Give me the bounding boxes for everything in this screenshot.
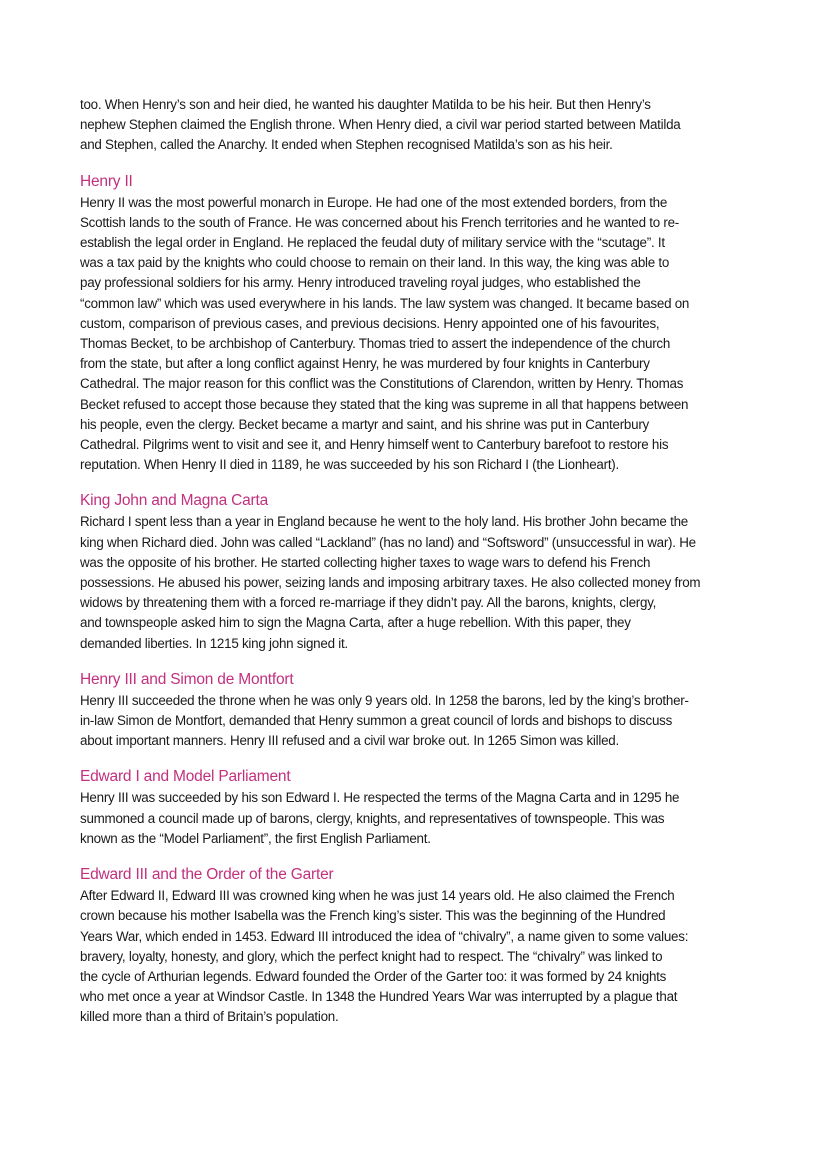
text-line: was a tax paid by the knights who could choose to remain on their land. In this way, the king was able to	[80, 255, 670, 271]
text-line: possessions. He abused his power, seizing lands and imposing arbitrary taxes. He also collected money from	[80, 575, 701, 591]
text-line: about important manners. Henry III refused and a civil war broke out. In 1265 Simon was killed.	[80, 733, 619, 749]
text-line: who met once a year at Windsor Castle. In 1348 the Hundred Years War was interrupted by a plague that	[80, 989, 678, 1005]
text-line: crown because his mother Isabella was the French king’s sister. This was the beginning of the Hundred	[80, 908, 666, 924]
section-paragraph	[80, 95, 760, 156]
text-line: widows by threatening them with a forced re-marriage if they didn’t pay. All the barons, knights, clergy,	[80, 595, 657, 611]
text-line: nephew Stephen claimed the English throne. When Henry died, a civil war period started between Matilda	[80, 117, 681, 133]
section-paragraph	[80, 788, 760, 849]
section-heading: Henry III and Simon de Montfort	[80, 670, 294, 688]
text-line: known as the “Model Parliament”, the first English Parliament.	[80, 830, 431, 846]
text-line: was the opposite of his brother. He started collecting higher taxes to wage wars to defend his French	[80, 554, 651, 570]
text-line: custom, comparison of previous cases, and previous decisions. Henry appointed one of his favourites,	[80, 315, 660, 331]
text-line: reputation. When Henry II died in 1189, he was succeeded by his son Richard I (the Lionheart).	[80, 457, 619, 473]
section-heading: King John and Magna Carta	[80, 492, 269, 510]
text-line: in-law Simon de Montfort, demanded that Henry summon a great council of lords and bishops to discuss	[80, 713, 673, 729]
section	[80, 767, 760, 849]
text-line: Henry II was the most powerful monarch in Europe. He had one of the most extended borders, from the	[80, 194, 668, 210]
text-line: too. When Henry’s son and heir died, he wanted his daughter Matilda to be his heir. But then Henry’s	[80, 97, 651, 112]
text-line: pay professional soldiers for his army. Henry introduced traveling royal judges, who established the	[80, 275, 641, 291]
section-paragraph	[80, 512, 760, 653]
text-line: bravery, loyalty, honesty, and glory, which the perfect knight had to respect. The “chivalry” was linked to	[80, 948, 663, 964]
text-line: summoned a council made up of barons, clergy, knights, and representatives of townspeople. This was	[80, 810, 665, 826]
text-line: Henry III succeeded the throne when he was only 9 years old. In 1258 the barons, led by the king’s brother-	[80, 692, 689, 708]
section	[80, 865, 760, 1027]
section-paragraph	[80, 886, 760, 1027]
section	[80, 172, 760, 476]
section-paragraph	[80, 691, 760, 752]
text-line: Becket refused to accept those because they stated that the king was supreme in all that happens between	[80, 396, 689, 412]
section	[80, 670, 760, 752]
text-line: Richard I spent less than a year in England because he went to the holy land. His brother John became the	[80, 514, 688, 530]
text-line: demanded liberties. In 1215 king john signed it.	[80, 635, 348, 651]
text-line: and townspeople asked him to sign the Magna Carta, after a huge rebellion. With this paper, they	[80, 615, 631, 631]
text-line: king when Richard died. John was called “Lackland” (has no land) and “Softsword” (unsuccessful in war). He	[80, 534, 696, 550]
text-line: Thomas Becket, to be archbishop of Canterbury. Thomas tried to assert the independence of the church	[80, 336, 671, 352]
text-line: Scottish lands to the south of France. He was concerned about his French territories and he wanted to re-	[80, 214, 679, 230]
text-line: killed more than a third of Britain’s population.	[80, 1009, 339, 1025]
text-line: establish the legal order in England. He replaced the feudal duty of military service with the “scutage”. It	[80, 235, 665, 251]
text-line: from the state, but after a long conflict against Henry, he was murdered by four knights in Canterbury	[80, 356, 650, 372]
text-line: After Edward II, Edward III was crowned king when he was just 14 years old. He also claimed the French	[80, 888, 675, 904]
section-paragraph	[80, 193, 760, 476]
text-line: “common law” which was used everywhere in his lands. The law system was changed. It became based on	[80, 295, 690, 311]
document-page	[80, 95, 760, 1028]
section-heading: Henry II	[80, 172, 133, 190]
text-line: and Stephen, called the Anarchy. It ended when Stephen recognised Matilda’s son as his heir.	[80, 137, 613, 153]
section-heading: Edward I and Model Parliament	[80, 768, 291, 786]
text-line: his people, even the clergy. Becket became a martyr and saint, and his shrine was put in Canterbury	[80, 416, 649, 432]
section	[80, 95, 760, 156]
text-line: Cathedral. Pilgrims went to visit and see it, and Henry himself went to Canterbury barefoot to restore his	[80, 437, 669, 453]
section-heading: Edward III and the Order of the Garter	[80, 866, 334, 884]
text-line: the cycle of Arthurian legends. Edward founded the Order of the Garter too: it was formed by 24 knights	[80, 968, 667, 984]
text-line: Henry III was succeeded by his son Edward I. He respected the terms of the Magna Carta and in 1295 he	[80, 790, 680, 806]
text-line: Cathedral. The major reason for this conflict was the Constitutions of Clarendon, written by Henry. Thomas	[80, 376, 684, 392]
text-line: Years War, which ended in 1453. Edward III introduced the idea of “chivalry”, a name given to some values:	[80, 928, 689, 944]
section	[80, 491, 760, 653]
